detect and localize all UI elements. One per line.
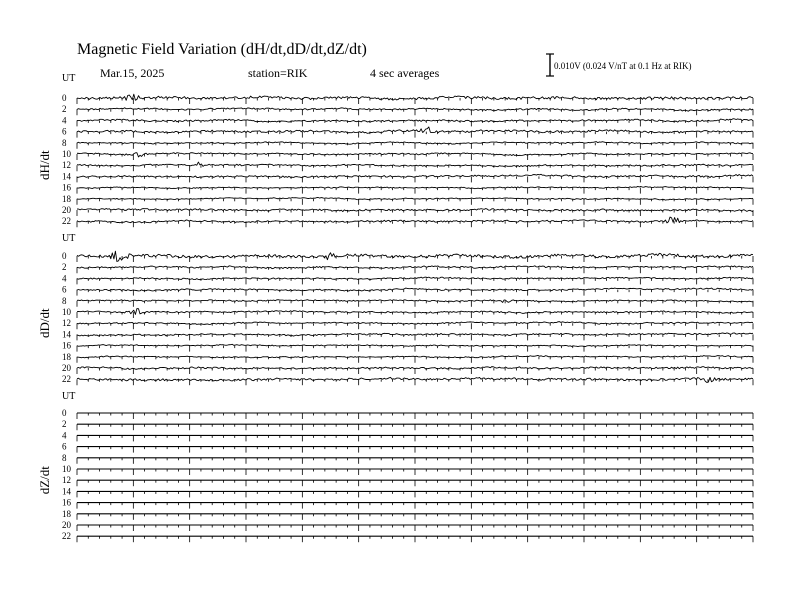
ut-axis-label: UT bbox=[62, 391, 76, 402]
hour-label: 4 bbox=[62, 273, 67, 284]
hour-label: 6 bbox=[62, 126, 67, 137]
hour-label: 2 bbox=[62, 419, 67, 430]
scale-bar-label: 0.010V (0.024 V/nT at 0.1 Hz at RIK) bbox=[554, 61, 692, 71]
hour-label: 8 bbox=[62, 295, 67, 306]
hour-label: 4 bbox=[62, 115, 67, 126]
hour-label: 20 bbox=[62, 363, 71, 373]
row-ticks bbox=[77, 301, 753, 307]
hour-label: 22 bbox=[62, 216, 71, 227]
panel-ylabel: dZ/dt bbox=[37, 466, 52, 495]
hour-label: 10 bbox=[62, 464, 71, 474]
hour-label: 20 bbox=[62, 205, 71, 215]
hour-label: 0 bbox=[62, 251, 67, 261]
row-ticks bbox=[77, 210, 753, 216]
hour-label: 8 bbox=[62, 452, 67, 463]
hour-label: 4 bbox=[62, 430, 67, 441]
panel-dZ-dt bbox=[37, 391, 753, 542]
hour-label: 10 bbox=[62, 149, 71, 159]
chart-station: station=RIK bbox=[248, 66, 308, 80]
row-ticks bbox=[77, 334, 753, 340]
row-ticks bbox=[77, 469, 753, 475]
hour-label: 16 bbox=[62, 340, 71, 351]
hour-label: 22 bbox=[62, 374, 71, 385]
row-ticks bbox=[77, 536, 753, 542]
row-ticks bbox=[77, 503, 753, 509]
ut-axis-label: UT bbox=[62, 233, 76, 244]
panel-ylabel: dD/dt bbox=[37, 308, 52, 339]
hour-label: 22 bbox=[62, 531, 71, 542]
row-ticks bbox=[77, 188, 753, 194]
hour-label: 6 bbox=[62, 284, 67, 295]
hour-label: 12 bbox=[62, 475, 71, 486]
hour-label: 16 bbox=[62, 182, 71, 193]
chart-date: Mar.15, 2025 bbox=[100, 66, 165, 80]
row-ticks bbox=[77, 165, 753, 171]
row-ticks bbox=[77, 447, 753, 453]
hour-label: 2 bbox=[62, 262, 67, 273]
hour-label: 10 bbox=[62, 307, 71, 317]
row-ticks bbox=[77, 435, 753, 441]
hour-label: 2 bbox=[62, 104, 67, 115]
hour-label: 14 bbox=[62, 329, 71, 340]
ut-axis-label: UT bbox=[62, 73, 76, 84]
row-ticks bbox=[77, 413, 753, 419]
row-ticks bbox=[77, 480, 753, 486]
panels bbox=[37, 73, 753, 542]
row-ticks bbox=[77, 221, 753, 227]
panel-dD-dt bbox=[37, 233, 753, 385]
hour-label: 18 bbox=[62, 193, 71, 204]
row-ticks bbox=[77, 514, 753, 520]
hour-label: 18 bbox=[62, 351, 71, 362]
hour-label: 18 bbox=[62, 508, 71, 519]
hour-label: 8 bbox=[62, 137, 67, 148]
row-ticks bbox=[77, 267, 753, 273]
hour-label: 14 bbox=[62, 171, 71, 182]
hour-label: 6 bbox=[62, 441, 67, 452]
hour-label: 20 bbox=[62, 520, 71, 530]
row-ticks bbox=[77, 357, 753, 363]
row-ticks bbox=[77, 424, 753, 430]
hour-label: 12 bbox=[62, 160, 71, 171]
row-ticks bbox=[77, 109, 753, 115]
scale-bar bbox=[546, 54, 692, 76]
panel-dH-dt bbox=[37, 73, 753, 227]
row-ticks bbox=[77, 525, 753, 531]
row-ticks bbox=[77, 143, 753, 149]
hour-label: 12 bbox=[62, 318, 71, 329]
hour-label: 16 bbox=[62, 497, 71, 508]
chart-averaging: 4 sec averages bbox=[370, 66, 440, 80]
panel-ylabel: dH/dt bbox=[37, 150, 52, 181]
hour-label: 0 bbox=[62, 408, 67, 418]
chart-title: Magnetic Field Variation (dH/dt,dD/dt,dZ/dt) bbox=[77, 41, 367, 58]
row-ticks bbox=[77, 491, 753, 497]
row-ticks bbox=[77, 458, 753, 464]
hour-label: 14 bbox=[62, 486, 71, 497]
hour-label: 0 bbox=[62, 93, 67, 103]
